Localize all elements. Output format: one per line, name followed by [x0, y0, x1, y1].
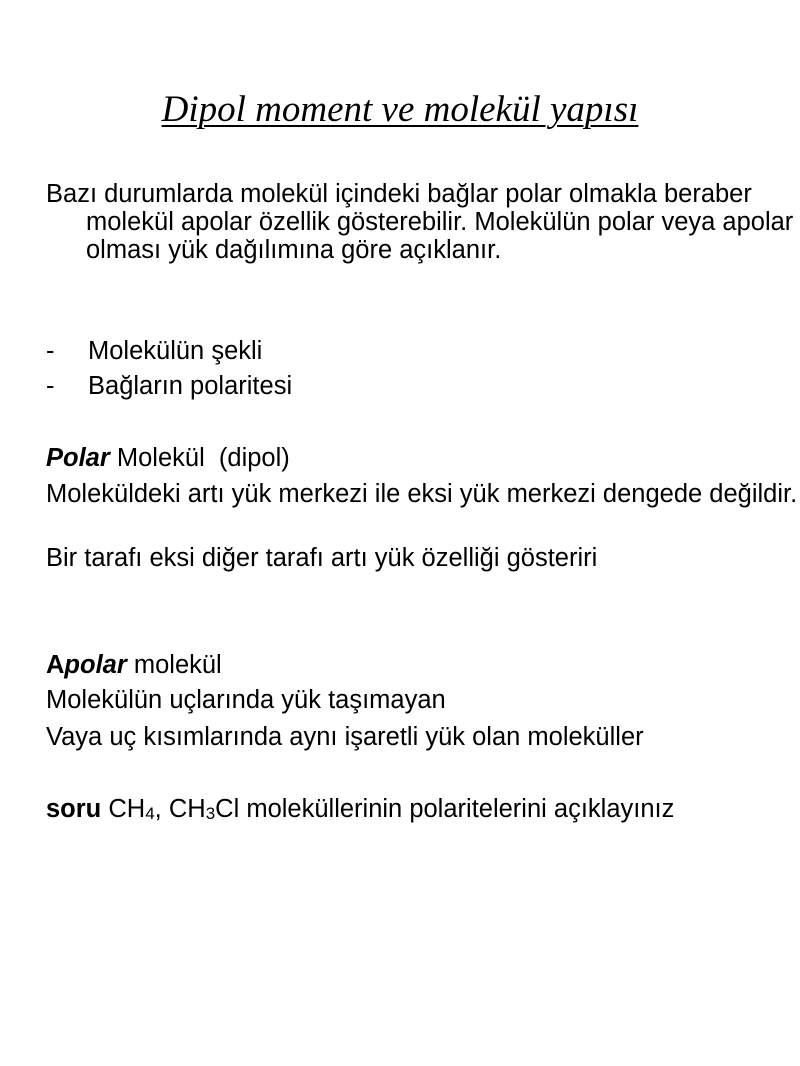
question-paragraph: soru $CH_4$, $CH_3Cl$ moleküllerinin polaritelerini açıklayınız	[46, 795, 675, 823]
dash-marker: -	[46, 372, 55, 400]
polar-line-2: Bir tarafı eksi diğer tarafı artı yük özelliği gösteriri	[46, 544, 598, 572]
apolar-heading-rest: molekül	[126, 651, 222, 679]
apolar-heading-emph: polar	[64, 651, 127, 679]
intro-paragraph: Bazı durumlarda molekül içindeki bağlar polar olmakla beraber molekül apolar özellik gösterebilir. Molekülün polar veya apolar olması yük dağılımına göre açıklanır.	[46, 180, 794, 264]
polar-heading-rest: Molekül (dipol)	[109, 444, 290, 472]
apolar-heading	[46, 651, 800, 679]
polar-heading	[46, 444, 800, 472]
question-text: moleküllerinin polaritelerini açıklayınız	[239, 795, 675, 823]
page-title: Dipol moment ve molekül yapısı	[161, 89, 639, 130]
polar-line-1: Moleküldeki artı yük merkezi ile eksi yük merkezi dengede değildir.	[46, 480, 798, 508]
apolar-line-2: Vaya uç kısımlarında aynı işaretli yük olan moleküller	[46, 723, 644, 751]
factor-label: Bağların polaritesi	[88, 372, 293, 400]
polar-heading-emph: Polar	[46, 444, 110, 472]
apolar-heading-initial: A	[46, 651, 65, 679]
question-label: soru	[46, 795, 102, 823]
dash-marker: -	[46, 337, 55, 365]
factor-item	[46, 372, 292, 400]
factor-item	[46, 337, 262, 365]
formula-ch4: $CH_4$	[108, 795, 155, 823]
factor-label: Molekülün şekli	[88, 337, 263, 365]
formula-ch3cl: $CH_3Cl$	[168, 795, 240, 823]
apolar-line-1: Molekülün uçlarında yük taşımayan	[46, 686, 446, 714]
